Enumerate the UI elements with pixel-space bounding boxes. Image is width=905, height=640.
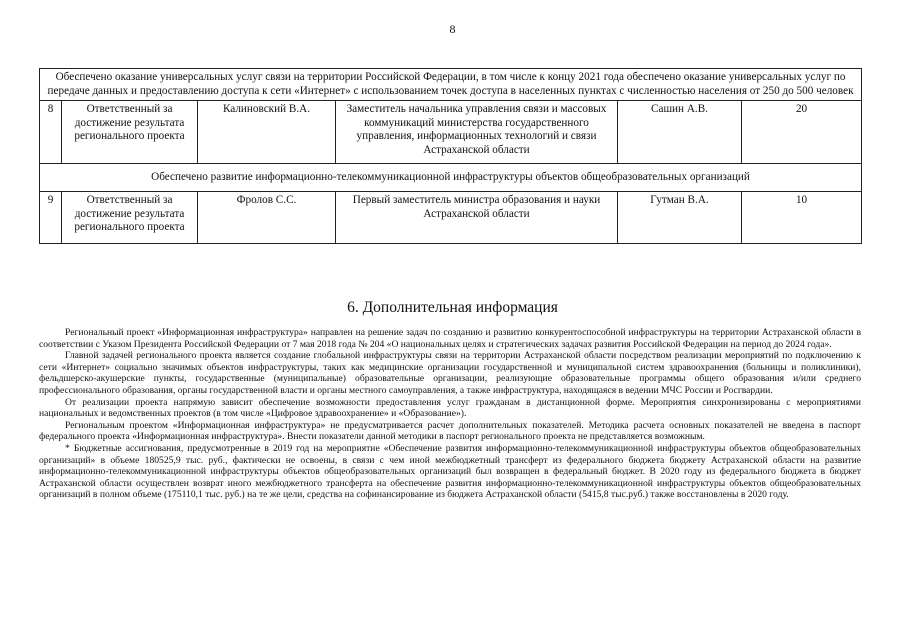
paragraph: От реализации проекта напрямую зависит обеспечение возможности предоставления услуг гражданам в дистанционной форме. Мероприятия синхронизированы с мероприятиями национальных и ведомственных проектов (в том числе «Цифровое здравоохранение» и «Образование»). <box>39 396 861 420</box>
page-number: 8 <box>449 22 456 36</box>
role-cell: Ответственный за достижение результата регионального проекта <box>62 192 198 244</box>
section-heading-2: Обеспечено развитие информационно-телекоммуникационной инфраструктуры объектов общеобразовательных организаций <box>40 164 862 192</box>
paragraph: * Бюджетные ассигнования, предусмотренные в 2019 год на мероприятие «Обеспечение развития информационно-телекоммуникационной инфраструктуры объектов общеобразовательных организаций» в объеме 180525,9 тыс. руб., фактически не освоены, в связи с чем иной межбюджетный трансферт из федерального бюджета бюджету Астраханской области на развитие информационно-телекоммуникационной инфраструктуры объектов общеобразовательных организаций был возвращен в федеральный бюджет. В 2020 году из федерального бюджета в бюджет Астраханской области осуществлен возврат иного межбюджетного трансферта на обеспечение развития информационно-телекоммуникационной инфраструктуры объектов общеобразовательных организаций в полном объеме (175110,1 тыс. руб.) на те же цели, средства на софинансирование из бюджета Астраханской области (5415,8 тыс.руб.) также восстановлены в 2020 году. <box>39 442 861 501</box>
section-heading-1: Обеспечено оказание универсальных услуг связи на территории Российской Федерации, в том числе к концу 2021 года обеспечено оказание универсальных услуг по передаче данных и предоставлению доступа к сети «Интернет» с использованием точек доступа в населенных пунктах с численностью населения от 250 до 500 человек <box>40 69 862 101</box>
supervisor-cell: Сашин А.В. <box>618 101 742 164</box>
table-row <box>40 101 862 164</box>
table-section-row <box>40 69 862 101</box>
section-title: 6. Дополнительная информация <box>347 299 558 316</box>
load-cell: 20 <box>742 101 862 164</box>
name-cell: Фролов С.С. <box>198 192 336 244</box>
load-cell: 10 <box>742 192 862 244</box>
additional-info-text <box>39 327 861 501</box>
paragraph: Региональным проектом «Информационная инфраструктура» не предусматривается расчет дополнительных показателей. Методика расчета основных показателей не введена в паспорт федерального проекта «Информационная инфраструктура». Внести показатели данной методики в паспорт регионального проекта не представляется возможным. <box>39 419 861 443</box>
position-cell: Первый заместитель министра образования и науки Астраханской области <box>336 192 618 244</box>
paragraph: Главной задачей регионального проекта является создание глобальной инфраструктуры связи на территории Астраханской области посредством реализации мероприятий по подключению к сети «Интернет» социально значимых объектов инфраструктуры, таких как медицинские организации государственной и муниципальной систем здравоохранения (больницы и поликлиники), фельдшерско-акушерские пункты, государственные (муниципальные) образовательные организации, реализующие образовательные программы общего образования и/или среднего профессионального образования, органы государственной власти и органы местного самоуправления, а также инфраструктура, находящаяся в ведении МЧС России и Росгвардии. <box>39 350 861 396</box>
role-cell: Ответственный за достижение результата регионального проекта <box>62 101 198 164</box>
table-section-row <box>40 164 862 192</box>
position-cell: Заместитель начальника управления связи и массовых коммуникаций министерства государственного управления, информационных технологий и связи Астраханской области <box>336 101 618 164</box>
responsibility-table <box>39 68 862 244</box>
paragraph: Региональный проект «Информационная инфраструктура» направлен на решение задач по созданию и развитию конкурентоспособной инфраструктуры на территории Астраханской области в соответствии с Указом Президента Российской Федерации от 7 мая 2018 года № 204 «О национальных целях и стратегических задачах развития Российской Федерации на период до 2024 года». <box>39 327 861 350</box>
supervisor-cell: Гутман В.А. <box>618 192 742 244</box>
row-number: 9 <box>40 192 62 244</box>
name-cell: Калиновский В.А. <box>198 101 336 164</box>
table-row <box>40 192 862 244</box>
row-number: 8 <box>40 101 62 164</box>
